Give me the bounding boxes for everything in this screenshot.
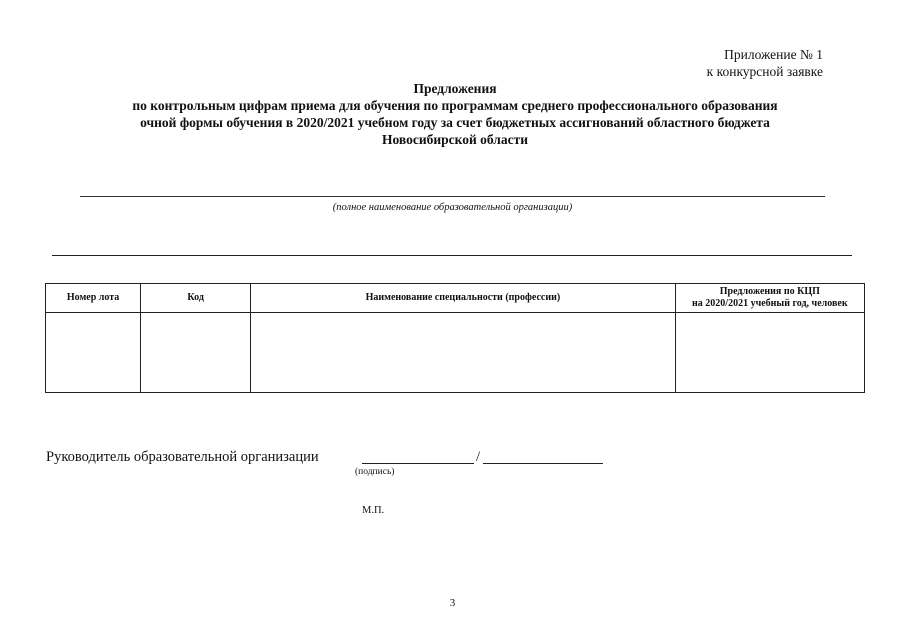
page-number: 3 [449, 597, 456, 609]
org-name-line [80, 196, 825, 197]
title-line-2: по контрольным цифрам приема для обучения по программам среднего профессионального образования [132, 98, 778, 113]
appendix-line-2: к конкурсной заявке [706, 64, 823, 79]
header-offer [675, 284, 864, 313]
cell-code [141, 313, 251, 393]
org-name-hint: (полное наименование образовательной организации) [332, 202, 573, 213]
name-line [483, 463, 603, 464]
document-title [60, 80, 850, 148]
table-row [46, 313, 865, 393]
cell-lot [46, 313, 141, 393]
header-offer-line-1: Предложения по КЦП [719, 286, 820, 297]
cell-offer [675, 313, 864, 393]
appendix-note [707, 46, 823, 80]
signature-separator: / [476, 449, 481, 465]
org-name-line-2 [52, 255, 852, 256]
header-specialty: Наименование специальности (профессии) [251, 284, 676, 313]
signature-hint: (подпись) [355, 467, 395, 477]
header-lot: Номер лота [46, 284, 141, 313]
title-line-3: очной формы обучения в 2020/2021 учебном году за счет бюджетных ассигнований областного бюджета [140, 115, 770, 130]
cell-specialty [251, 313, 676, 393]
title-line-4: Новосибирской области [381, 132, 529, 147]
stamp-label: М.П. [362, 505, 385, 516]
appendix-line-1: Приложение № 1 [724, 47, 823, 62]
signer-label: Руководитель образовательной организации [46, 449, 319, 465]
signature-line [362, 463, 474, 464]
offers-table [45, 283, 865, 393]
table-header-row [46, 284, 865, 313]
header-code: Код [141, 284, 251, 313]
header-offer-line-2: на 2020/2021 учебный год, человек [692, 298, 848, 309]
title-line-1: Предложения [413, 81, 497, 96]
